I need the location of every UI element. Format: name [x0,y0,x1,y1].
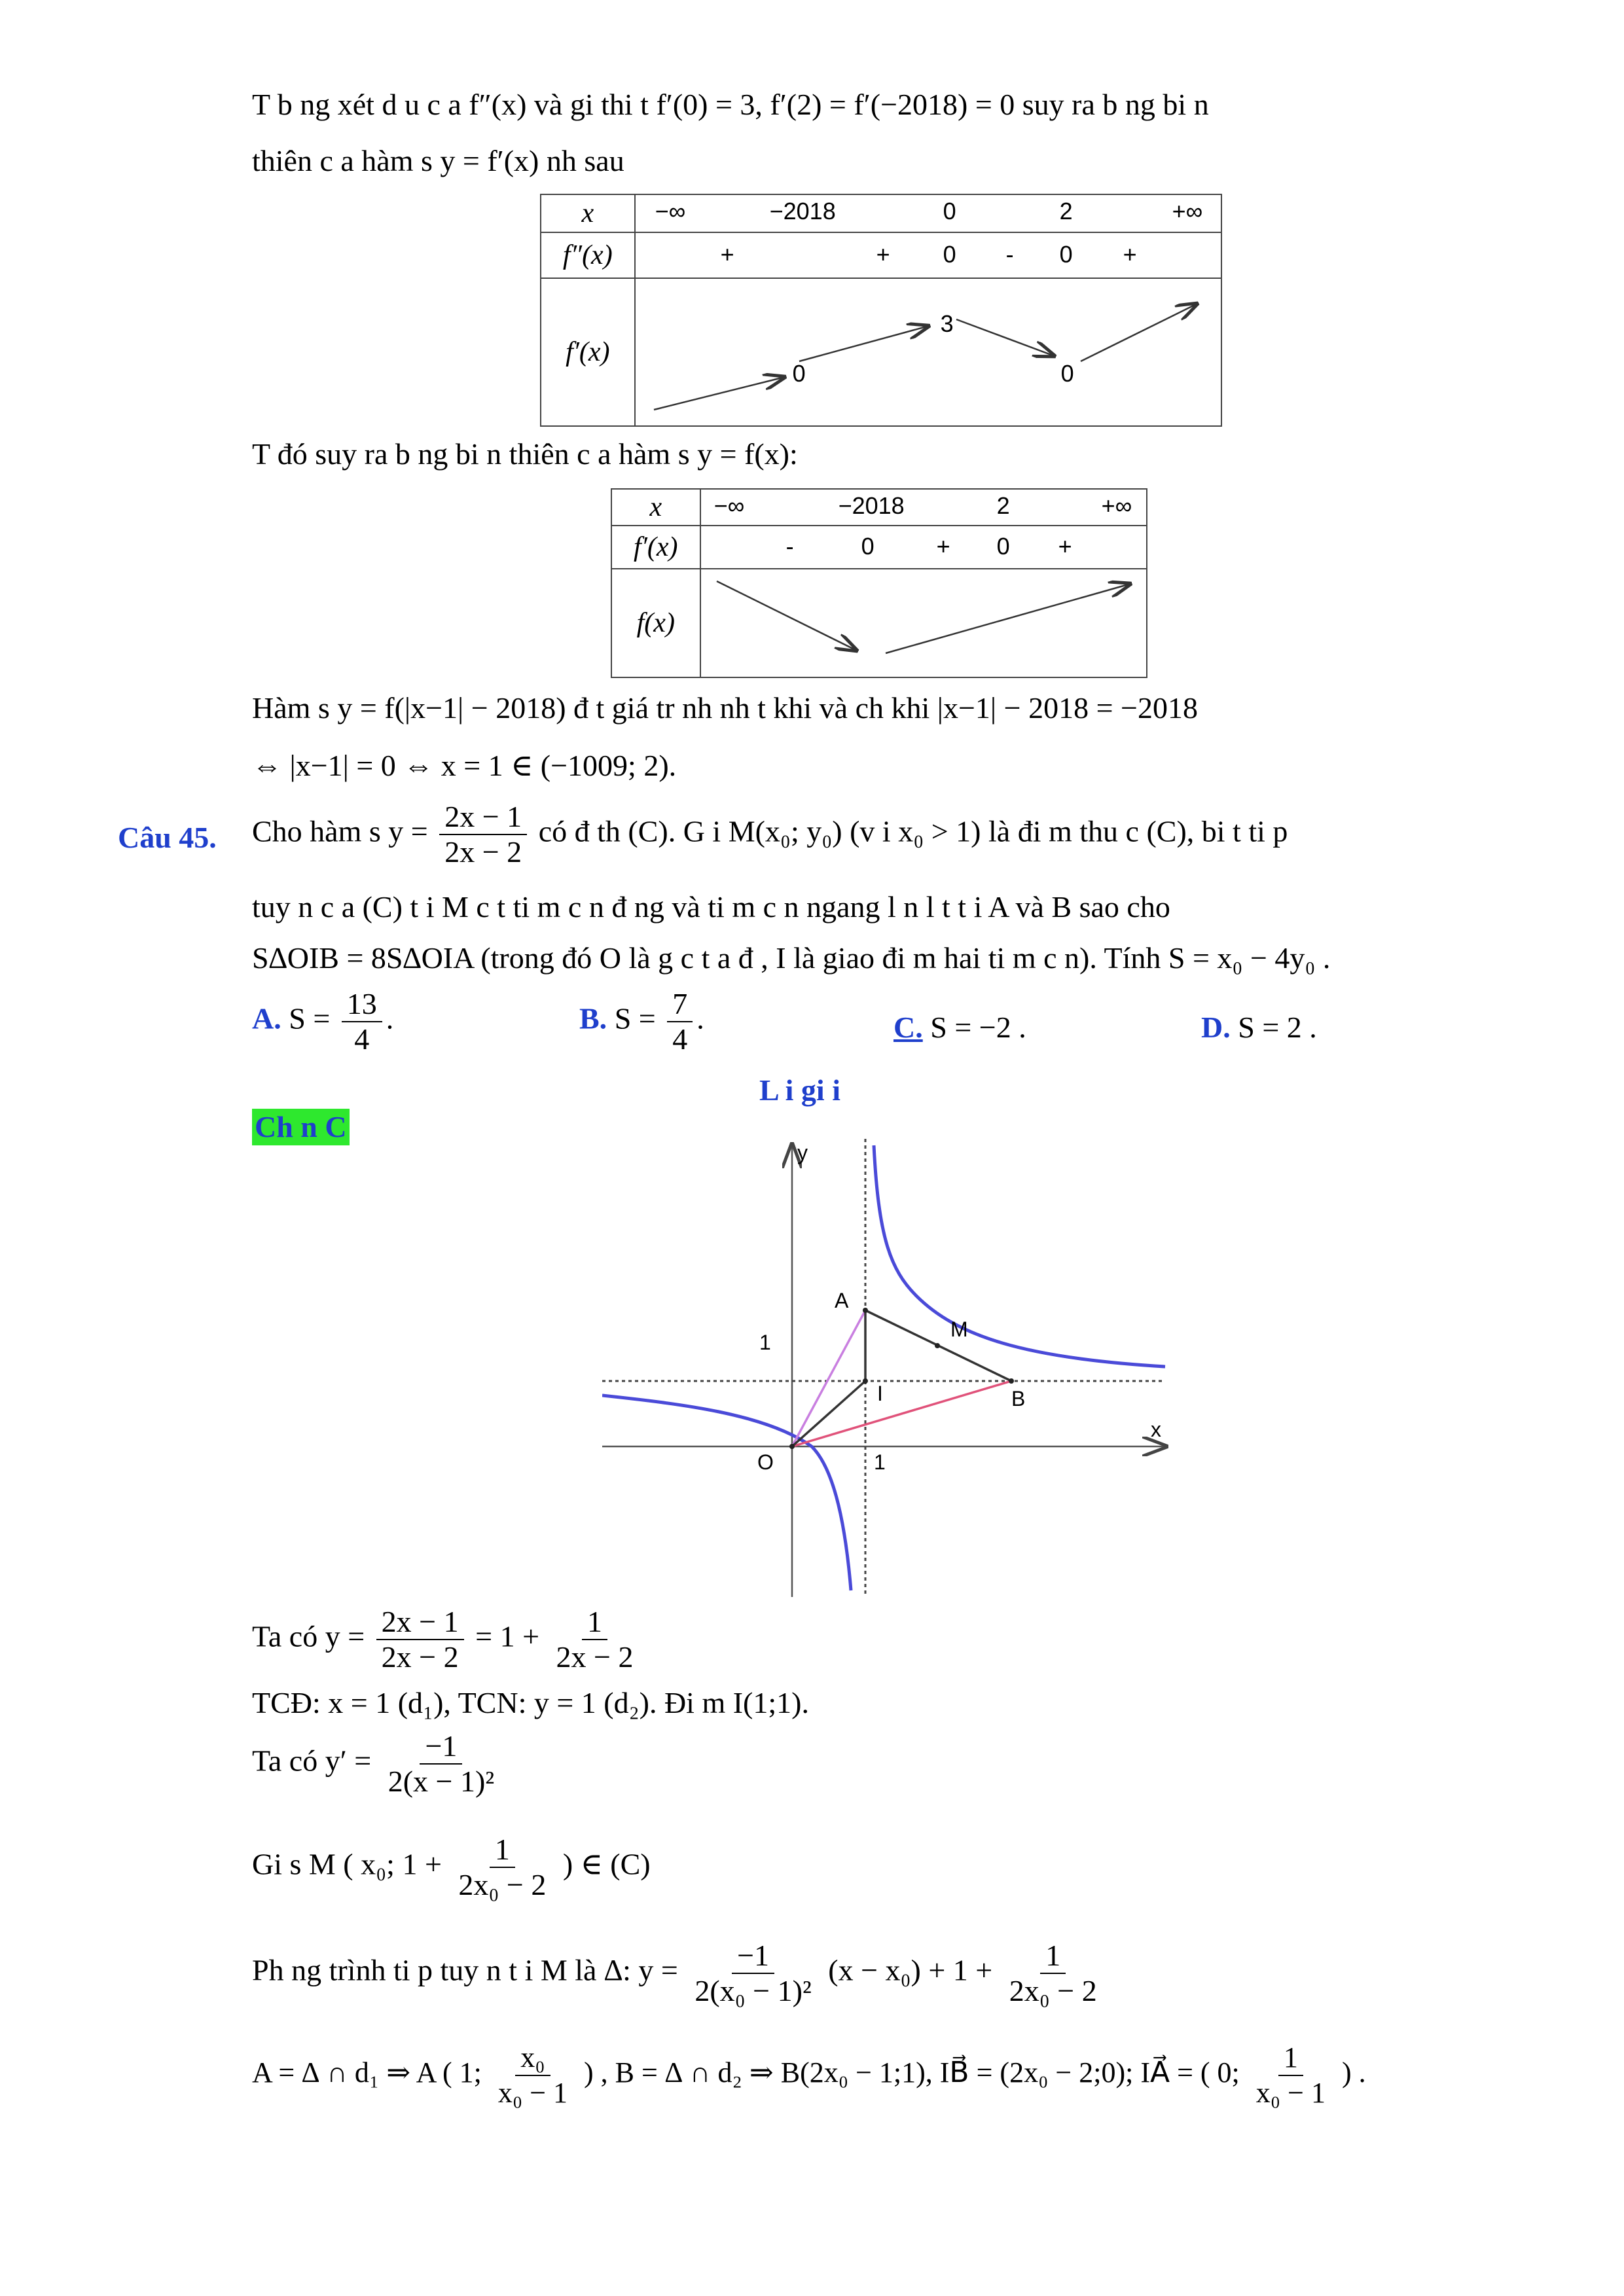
s6-b: ) , B = ∆ ∩ d₂ ⇒ B(2x₀ − 1;1), IB⃗ = (2x₀ − 2;0); IA⃗ = ( 0; [584,2056,1240,2089]
intro-line-2: thiên c a hàm s y = f′(x) nh sau [252,144,624,177]
t1-sign-5: 0 [1059,241,1073,268]
s6-num-2: 1 [1278,2041,1303,2076]
label-y: y [797,1141,808,1164]
question-line-1 [252,800,1288,869]
question-label: Câu 45. [118,821,217,854]
s5-b: (x − x₀) + 1 + [828,1953,993,1987]
s3-frac [383,1729,499,1799]
conclusion-line-2: ⇔ |x−1| = 0 ⇔ x = 1 ∈ (−1009; 2). [252,749,677,782]
s6-frac-2 [1251,2041,1331,2110]
s5-den-1: 2(x₀ − 1)² [695,1974,812,2007]
hyperbola-left-branch [602,1395,851,1590]
t2-row3-label: f(x) [611,569,700,677]
q-frac-den: 2x − 2 [444,835,522,869]
answer-a-tail: . [386,1001,394,1035]
s4-frac [453,1833,551,1902]
t1-sign-1: + [720,241,734,268]
t2-sign-2: 0 [861,533,875,560]
s6-num-1: x₀ [515,2041,550,2076]
answer-b-tail: . [696,1001,704,1035]
label-x1: 1 [874,1450,886,1474]
s6-den-2: x₀ − 1 [1255,2077,1326,2109]
t2-arrows [701,569,1149,677]
label-A: A [835,1289,849,1312]
label-B: B [1011,1387,1026,1410]
s4-a: Gi s M ( x₀; 1 + [252,1847,442,1881]
answer-a-key: A. [252,1001,281,1035]
answer-c-text: S = −2 . [930,1011,1026,1044]
question-line-3: S∆OIB = 8S∆OIA (trong đó O là g c t a đ , I là giao đi m hai ti m c n). Tính S = x₀ − 4y₀ . [252,941,1331,975]
answer-a-num: 13 [342,987,382,1022]
q-line1-a: Cho hàm s y = [252,814,428,848]
hyperbola-graph [602,1139,1172,1610]
solution-step-6 [252,2041,1366,2110]
s3-num: −1 [420,1729,462,1765]
s1-frac-1 [376,1605,464,1674]
t1-x-zero: 0 [943,198,956,224]
answer-a[interactable] [252,987,393,1056]
answer-b-den: 4 [672,1022,688,1056]
s1-f1-den: 2x − 2 [381,1640,459,1674]
mid-text: T đó suy ra b ng bi n thiên c a hàm s y = f(x): [252,437,798,471]
solution-step-5 [252,1939,1106,2008]
s4-b: ) ∈ (C) [562,1847,651,1881]
t1-x-minus-inf: −∞ [655,198,686,224]
t1-sign-2: + [876,241,890,268]
s6-c: ) . [1341,2056,1366,2089]
s5-num-2: 1 [1040,1939,1066,1974]
t1-val-3: 3 [940,310,954,337]
variation-table-f-prime [540,194,1222,427]
answer-a-den: 4 [354,1022,370,1056]
s6-den-1: x₀ − 1 [497,2077,568,2109]
answer-a-text: S = [289,1001,331,1035]
variation-table-f [611,488,1147,678]
answer-d-text: S = 2 . [1238,1011,1317,1044]
t1-x-plus-inf: +∞ [1172,198,1203,224]
t1-x-neg2018: −2018 [769,198,836,224]
s1-f1-num: 2x − 1 [376,1605,464,1640]
t2-x-plus-inf: +∞ [1101,492,1132,519]
solution-step-2: TCĐ: x = 1 (d₁), TCN: y = 1 (d₂). Đi m I(1;1). [252,1686,809,1719]
question-line-2: tuy n c a (C) t i M c t ti m c n đ ng và ti m c n ngang l n l t t i A và B sao cho [252,890,1170,924]
q-frac-num: 2x − 1 [439,800,527,835]
s4-den: 2x₀ − 2 [458,1868,547,1901]
t1-sign-4: - [1005,241,1014,268]
t1-arrow-up-1 [654,377,785,410]
answer-b-num: 7 [667,987,693,1022]
t2-sign-4: 0 [996,533,1010,560]
hyperbola-right-branch [874,1145,1165,1367]
label-I: I [877,1382,883,1405]
t2-arrow-up [886,584,1130,653]
answer-b-frac [667,987,693,1056]
s5-frac-1 [689,1939,816,2008]
label-O: O [757,1450,774,1474]
q-fraction [439,800,527,869]
t1-row2-label: f″(x) [541,232,635,278]
t1-sign-6: + [1123,241,1137,268]
answer-b-key: B. [579,1001,607,1035]
t1-arrow-up-3 [1081,304,1197,361]
t2-x-minus-inf: −∞ [713,492,745,519]
label-M: M [950,1318,968,1341]
segment-OA [792,1310,865,1446]
answer-d[interactable] [1201,1008,1317,1047]
s1-f2-den: 2x − 2 [556,1640,634,1674]
t1-val-0-b: 0 [1060,360,1074,387]
t1-x-two: 2 [1059,198,1073,224]
s3-a: Ta có y′ = [252,1744,372,1778]
s1-frac-2 [551,1605,639,1674]
s1-b: = 1 + [475,1619,540,1653]
t2-arrow-down [717,581,857,651]
t2-x-two: 2 [996,492,1010,519]
point-M [935,1343,940,1348]
t1-row3-label: f′(x) [541,278,635,426]
label-y1: 1 [759,1331,771,1354]
conclusion-line-1: Hàm s y = f(|x−1| − 2018) đ t giá tr nh nh t khi và ch khi |x−1| − 2018 = −2018 [252,691,1198,725]
answer-a-frac [342,987,382,1056]
answer-c-key: C. [893,1011,923,1044]
t2-row2-label: f′(x) [611,526,700,569]
solution-step-3 [252,1729,503,1799]
segment-OB [792,1381,1011,1446]
s3-den: 2(x − 1)² [388,1765,495,1798]
answer-d-key: D. [1201,1011,1231,1044]
s5-den-2: 2x₀ − 2 [1009,1974,1097,2007]
t1-x-label: x [541,194,635,232]
t1-arrow-down [956,319,1055,356]
t1-sign-3: 0 [943,241,956,268]
t2-sign-1: - [785,533,794,560]
s5-frac-2 [1004,1939,1102,2008]
q-line1-b: có đ th (C). G i M(x₀; y₀) (v i x₀ > 1) là đi m thu c (C), bi t ti p [538,814,1288,848]
point-B [1009,1378,1014,1384]
t1-arrows [636,279,1223,425]
s6-frac-1 [493,2041,573,2110]
t2-sign-5: + [1058,533,1072,560]
s5-num-1: −1 [732,1939,774,1974]
s4-num: 1 [490,1833,515,1868]
s6-a: A = ∆ ∩ d₁ ⇒ A ( 1; [252,2056,482,2089]
t1-arrow-up-2 [799,326,929,361]
t1-val-0-a: 0 [792,360,806,387]
t2-x-neg2018: −2018 [838,492,905,519]
intro-line-1: T b ng xét d u c a f″(x) và gi thi t f′(0) = 3, f′(2) = f′(−2018) = 0 suy ra b ng bi n [252,88,1209,121]
chon-answer-badge: Ch n C [252,1109,350,1145]
answer-b-text: S = [614,1001,656,1035]
answer-c[interactable] [893,1008,1026,1047]
point-I [863,1378,868,1384]
s5-a: Ph ng trình ti p tuy n t i M là ∆: y = [252,1953,678,1987]
answer-b[interactable] [579,987,704,1056]
t2-sign-3: + [936,533,950,560]
t2-x-label: x [611,489,700,526]
solution-step-4 [252,1833,651,1902]
label-x: x [1151,1418,1161,1441]
s1-f2-num: 1 [582,1605,607,1640]
point-A [863,1308,868,1313]
solution-title: L i gi i [759,1073,840,1107]
s1-a: Ta có y = [252,1619,365,1653]
solution-step-1 [252,1605,642,1674]
point-O [789,1444,795,1449]
